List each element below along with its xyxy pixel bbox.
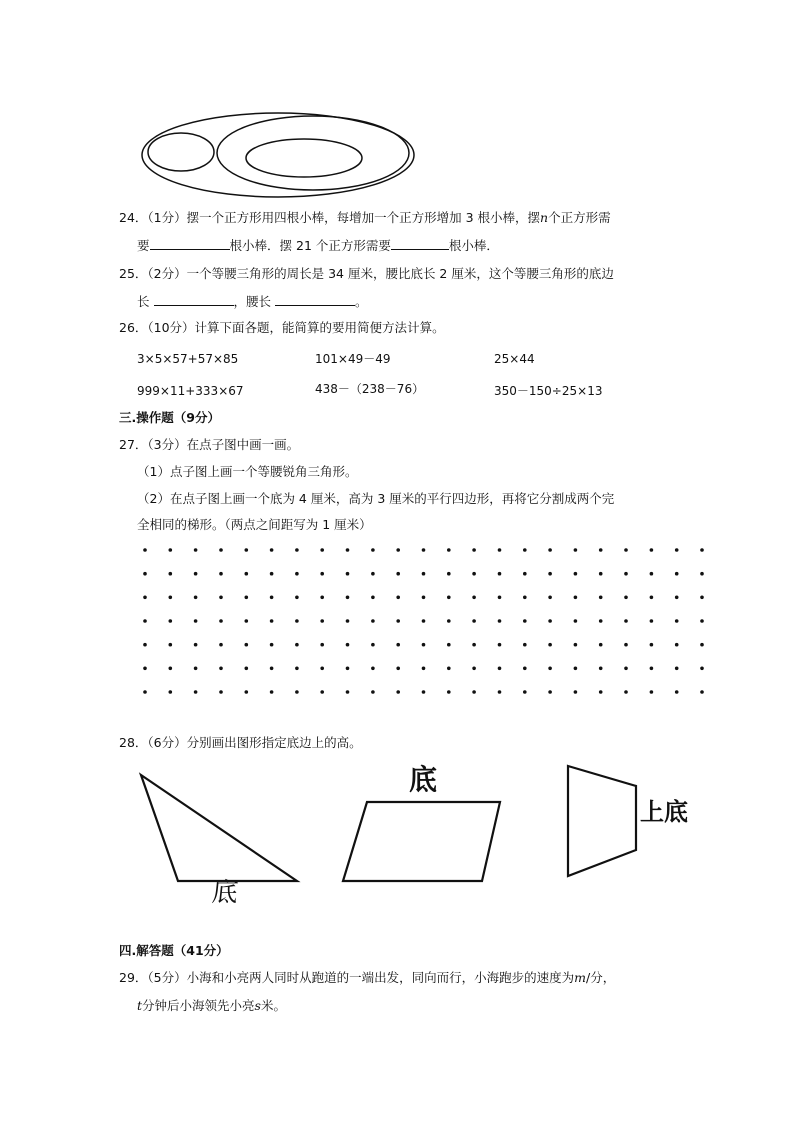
grid-dot[interactable] [295,548,299,552]
grid-dot[interactable] [422,572,426,576]
grid-dot[interactable] [219,619,223,623]
q27-item2: （2）在点子图上画一个底为 4 厘米，高为 3 厘米的平行四边形，再将它分割成两个完 [137,491,615,506]
grid-dot[interactable] [624,643,628,647]
grid-dot[interactable] [675,643,679,647]
q28-line1: 28．（6分）分别画出图形指定底边上的高。 [119,735,362,750]
grid-dot[interactable] [295,572,299,576]
q26-expr-4: 999×11+333×67 [137,384,244,398]
grid-dot[interactable] [245,690,249,694]
q24-blank-1[interactable] [150,237,230,250]
q24-line1: 24．（1分）摆一个正方形用四根小棒，每增加一个正方形增加 3 根小棒，摆n个正方形需 [119,210,611,225]
grid-dot[interactable] [498,572,502,576]
grid-dot[interactable] [143,596,147,600]
dot-grid[interactable] [0,530,794,710]
grid-dot[interactable] [700,619,704,623]
grid-dot[interactable] [270,643,274,647]
q26-expr-3: 25×44 [494,352,535,366]
grid-dot[interactable] [650,548,654,552]
grid-dot[interactable] [447,596,451,600]
grid-dot[interactable] [346,548,350,552]
grid-dot[interactable] [396,572,400,576]
grid-dot[interactable] [320,619,324,623]
grid-dot[interactable] [523,667,527,671]
grid-dot[interactable] [295,619,299,623]
grid-dot[interactable] [396,596,400,600]
triangle-base-label: 底 [210,878,240,908]
grid-dot[interactable] [194,548,198,552]
grid-dot[interactable] [548,667,552,671]
grid-dot[interactable] [422,690,426,694]
grid-dot[interactable] [447,619,451,623]
grid-dot[interactable] [498,667,502,671]
grid-dot[interactable] [270,548,274,552]
grid-dot[interactable] [548,619,552,623]
grid-dot[interactable] [574,643,578,647]
q25-line1: 25．（2分）一个等腰三角形的周长是 34 厘米，腰比底长 2 厘米，这个等腰三角形的底边 [119,266,614,281]
grid-dot[interactable] [295,643,299,647]
grid-dot[interactable] [523,572,527,576]
grid-dot[interactable] [675,548,679,552]
grid-dot[interactable] [320,548,324,552]
grid-dot[interactable] [295,667,299,671]
grid-dot[interactable] [396,643,400,647]
grid-dot[interactable] [472,643,476,647]
grid-dot[interactable] [219,596,223,600]
section4-title: 四.解答题（41分） [119,943,229,958]
grid-dot[interactable] [599,667,603,671]
q27-item1: （1）点子图上画一个等腰锐角三角形。 [137,464,358,479]
grid-dot[interactable] [169,643,173,647]
grid-dot[interactable] [447,690,451,694]
q24-line2: 要 根小棒．摆 21 个正方形需要 根小棒． [137,238,499,253]
grid-dot[interactable] [422,596,426,600]
grid-dot[interactable] [169,572,173,576]
grid-dot[interactable] [143,619,147,623]
grid-dot[interactable] [574,619,578,623]
q29-line1: 29．（5分）小海和小亮两人同时从跑道的一端出发，同向而行，小海跑步的速度为m/分， [119,970,616,985]
grid-dot[interactable] [194,596,198,600]
grid-dot[interactable] [548,690,552,694]
grid-dot[interactable] [295,690,299,694]
grid-dot[interactable] [270,596,274,600]
grid-dot[interactable] [700,572,704,576]
q25-blank-leg[interactable] [275,293,355,306]
grid-dot[interactable] [523,548,527,552]
grid-dot[interactable] [472,548,476,552]
grid-dot[interactable] [675,572,679,576]
q29-line2: t分钟后小海领先小亮s米。 [137,998,286,1013]
grid-dot[interactable] [320,643,324,647]
grid-dot[interactable] [396,690,400,694]
grid-dot[interactable] [548,548,552,552]
q26-expr-6: 350－150÷25×13 [494,384,603,398]
grid-dot[interactable] [472,667,476,671]
grid-dot[interactable] [371,572,375,576]
q27-line1: 27．（3分）在点子图中画一画。 [119,437,300,452]
grid-dot[interactable] [270,572,274,576]
grid-dot[interactable] [650,619,654,623]
grid-dot[interactable] [219,572,223,576]
q24-blank-2[interactable] [391,237,449,250]
grid-dot[interactable] [523,596,527,600]
grid-dot[interactable] [650,667,654,671]
grid-dot[interactable] [574,548,578,552]
grid-dot[interactable] [219,643,223,647]
grid-dot[interactable] [472,596,476,600]
left-ellipse [148,133,214,171]
grid-dot[interactable] [169,667,173,671]
grid-dot[interactable] [599,643,603,647]
grid-dot[interactable] [523,690,527,694]
grid-dot[interactable] [219,667,223,671]
nested-ellipses-figure [0,0,794,200]
grid-dot[interactable] [143,643,147,647]
grid-dot[interactable] [599,690,603,694]
grid-dot[interactable] [346,690,350,694]
grid-dot[interactable] [422,619,426,623]
grid-dot[interactable] [624,596,628,600]
grid-dot[interactable] [700,667,704,671]
grid-dot[interactable] [498,548,502,552]
grid-dot[interactable] [219,690,223,694]
grid-dot[interactable] [599,572,603,576]
grid-dot[interactable] [371,596,375,600]
grid-dot[interactable] [346,572,350,576]
section3-title: 三.操作题（9分） [119,410,220,425]
grid-dot[interactable] [700,596,704,600]
grid-dot[interactable] [574,667,578,671]
grid-dot[interactable] [320,667,324,671]
q28-figures [0,755,794,915]
grid-dot[interactable] [270,667,274,671]
grid-dot[interactable] [574,572,578,576]
q26-expr-2: 101×49－49 [315,352,391,366]
grid-dot[interactable] [472,619,476,623]
q26-line1: 26．（10分）计算下面各题，能简算的要用简便方法计算。 [119,320,445,335]
grid-dot[interactable] [270,619,274,623]
grid-dot[interactable] [346,667,350,671]
grid-dot[interactable] [396,667,400,671]
grid-dot[interactable] [498,690,502,694]
grid-dot[interactable] [650,596,654,600]
grid-dot[interactable] [472,572,476,576]
grid-dot[interactable] [624,619,628,623]
grid-dot[interactable] [650,572,654,576]
grid-dot[interactable] [320,690,324,694]
grid-dot[interactable] [245,596,249,600]
q25-blank-base[interactable] [154,293,234,306]
middle-ellipse [217,116,409,190]
grid-dot[interactable] [371,643,375,647]
grid-dot[interactable] [523,619,527,623]
grid-dot[interactable] [194,643,198,647]
grid-dot[interactable] [574,690,578,694]
grid-dot[interactable] [574,596,578,600]
trapezoid-base-label: 上底 [640,797,688,826]
grid-dot[interactable] [295,596,299,600]
grid-dot[interactable] [245,572,249,576]
grid-dot[interactable] [675,667,679,671]
inner-ellipse [246,139,362,177]
grid-dot[interactable] [245,643,249,647]
grid-dot[interactable] [498,643,502,647]
grid-dot[interactable] [599,596,603,600]
grid-dot[interactable] [624,667,628,671]
grid-dot[interactable] [624,690,628,694]
grid-dot[interactable] [346,643,350,647]
grid-dot[interactable] [675,596,679,600]
grid-dot[interactable] [548,643,552,647]
grid-dot[interactable] [219,548,223,552]
grid-dot[interactable] [624,548,628,552]
grid-dot[interactable] [143,690,147,694]
grid-dot[interactable] [169,596,173,600]
grid-dot[interactable] [700,643,704,647]
grid-dot[interactable] [650,643,654,647]
grid-dot[interactable] [169,690,173,694]
trapezoid-shape[interactable] [568,766,636,876]
q25-line2: 长 ，腰长 。 [137,294,368,309]
grid-dot[interactable] [371,548,375,552]
grid-dot[interactable] [270,690,274,694]
parallelogram-base-label: 底 [409,763,438,796]
outer-ellipse [142,113,414,197]
grid-dot[interactable] [447,667,451,671]
grid-dot[interactable] [599,548,603,552]
grid-dot[interactable] [498,596,502,600]
grid-dot[interactable] [245,548,249,552]
grid-dot[interactable] [371,619,375,623]
grid-dot[interactable] [346,596,350,600]
grid-dot[interactable] [245,619,249,623]
grid-dot[interactable] [422,643,426,647]
grid-dot[interactable] [624,572,628,576]
grid-dot[interactable] [194,667,198,671]
grid-dot[interactable] [371,690,375,694]
grid-dot[interactable] [194,690,198,694]
grid-dot[interactable] [169,619,173,623]
grid-dot[interactable] [320,596,324,600]
q27-item2-cont: 全相同的梯形。（两点之间距写为 1 厘米） [137,517,372,532]
grid-dot[interactable] [675,690,679,694]
grid-dot[interactable] [396,548,400,552]
grid-dot[interactable] [447,572,451,576]
grid-dot[interactable] [548,596,552,600]
grid-dot[interactable] [548,572,552,576]
grid-dot[interactable] [396,619,400,623]
grid-dot[interactable] [599,619,603,623]
grid-dot[interactable] [143,572,147,576]
grid-dot[interactable] [447,548,451,552]
grid-dot[interactable] [320,572,324,576]
grid-dot[interactable] [498,619,502,623]
grid-dot[interactable] [700,548,704,552]
parallelogram-shape[interactable] [343,802,500,881]
grid-dot[interactable] [371,667,375,671]
grid-dot[interactable] [245,667,249,671]
triangle-shape[interactable] [141,775,297,881]
grid-dot[interactable] [143,667,147,671]
grid-dot[interactable] [194,619,198,623]
q26-expr-1: 3×5×57+57×85 [137,352,239,366]
grid-dot[interactable] [422,548,426,552]
grid-dot[interactable] [143,548,147,552]
grid-dot[interactable] [169,548,173,552]
grid-dot[interactable] [523,643,527,647]
grid-dot[interactable] [422,667,426,671]
grid-dot[interactable] [700,690,704,694]
grid-dot[interactable] [346,619,350,623]
q26-expr-5: 438－（238－76） [315,382,425,396]
grid-dot[interactable] [447,643,451,647]
grid-dot[interactable] [472,690,476,694]
grid-dot[interactable] [650,690,654,694]
grid-dot[interactable] [675,619,679,623]
grid-dot[interactable] [194,572,198,576]
